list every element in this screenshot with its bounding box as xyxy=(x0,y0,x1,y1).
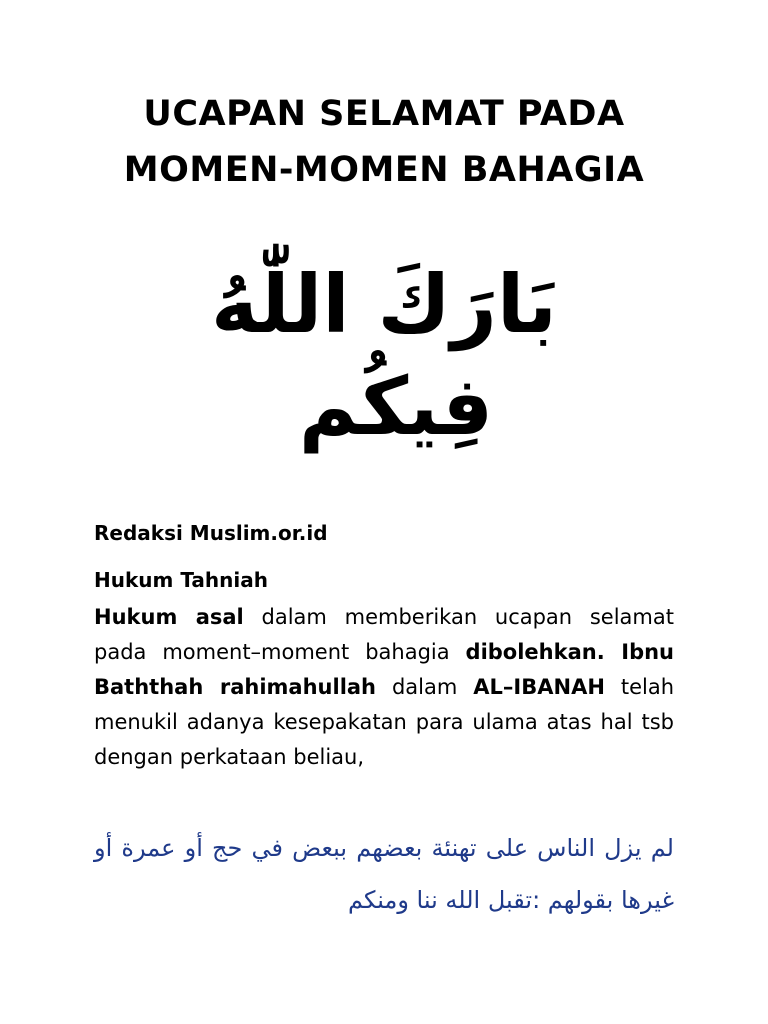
page-title-line-1: UCAPAN SELAMAT PADA xyxy=(143,94,625,134)
paragraph-text-2: dalam xyxy=(376,675,474,699)
body-paragraph xyxy=(94,600,674,775)
paragraph-bold-3: AL–IBANAH xyxy=(473,675,605,699)
page-title xyxy=(60,86,708,198)
paragraph-text-3: telah menukil adanya kesepakatan para ulama atas hal tsb dengan perkataan beliau, xyxy=(94,675,675,769)
page-title-line-2: MOMEN-MOMEN BAHAGIA xyxy=(123,150,645,190)
section-heading: Hukum Tahniah xyxy=(94,568,268,592)
paragraph-bold-1: Hukum asal xyxy=(94,605,244,629)
paragraph-bold-2: dibolehkan. Ibnu Baththah rahimahullah xyxy=(94,640,674,699)
calligraphy-line-1: بَارَكَ اللّٰهُ xyxy=(211,258,557,351)
paragraph-text-1: dalam memberikan ucapan selamat pada moment–moment bahagia xyxy=(94,605,674,664)
source-credit: Redaksi Muslim.or.id xyxy=(94,521,328,545)
barakallahu-fiikum-calligraphy xyxy=(211,228,557,476)
calligraphy-line-2: فِيكُم xyxy=(298,360,494,453)
arabic-quote: لم يزل الناس على تهنئة بعضهم ببعض في حج أو عمرة أو غيرها بقولهم :تقبل الله ننا ومنكم xyxy=(94,834,674,914)
